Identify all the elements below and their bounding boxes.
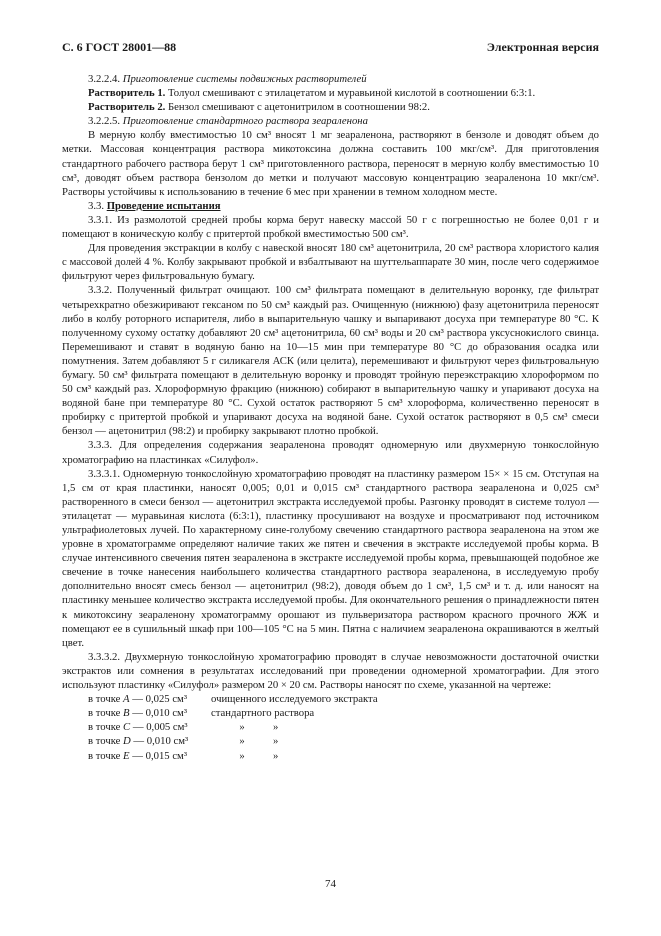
ditto-mark: » — [273, 749, 279, 762]
page-number: 74 — [325, 878, 336, 890]
ditto-mark: » — [239, 735, 245, 748]
point-letter: A — [123, 693, 130, 706]
point-letter: E — [123, 749, 130, 762]
section-33-title: Проведение испытания — [106, 199, 221, 212]
list-item: в точке A — 0,025 см³ очищенного исследуемого экстракта — [88, 693, 378, 706]
point-letter: D — [123, 735, 131, 748]
ditto-mark: » — [239, 749, 245, 762]
solvent-1-label: Растворитель 1. — [88, 87, 166, 100]
section-3331-text: 3.3.3.1. Одномерную тонкослойную хроматографию проводят на пластинку размером 15× × 15 см. Отступая на 1,5 см от края пластинки, наносят 0,005; 0,01 и 0,015 см³ стандартного раствора зеараленона и 0,025 см³ растворенного в смеси бензол — ацетонитрил экстракта исследуемой пробы. Разгонку проводят в системе толуол — этилацетат — муравьиная кислота (6:3:1), пластинку просушивают на воздухе и просматривают под источником ультрафиолетовых лучей. По характерному сине-голубому свечению стандартного раствора зеараленона на этом же уровне в хроматограмме определяют наличие таких же пятен и свечения в экстракте исследуемой пробы корма. В случае интенсивного свечения пятен зеараленона в экстракте исследуемой пробы корма, превышающей подобное же свечение в точке нанесения наибольшего количества стандартного раствора зеараленона, в исследуемую пробу дополнительно вносят смесь бензол — ацетонитрил (98:2), доводя объем до 1 см³, 1,5 см³ и т. д. или наносят на пластинку меньшее количество экстракта исследуемой пробы. Для окончательного решения о принадлежности пятен к микотоксину зеараленону хроматограмму орошают из пульверизатора раствором красного прочного ЖЖ и помещают ее в сушильный шкаф при 100—105 °С на 5 мин. Пятна с наличием зеараленона окрашиваются в желтый цвет. — [62, 467, 599, 649]
section-333-text: 3.3.3. Для определения содержания зеараленона проводят одномерную или двухмерную тонкослойную хроматографию на пластинках «Силуфол». — [62, 439, 599, 466]
solvent-2-label: Растворитель 2. — [88, 101, 166, 114]
solvent-2-text: Бензол смешивают с ацетонитрилом в соотношении 98:2. — [168, 101, 430, 114]
section-3225-heading: 3.2.2.5. Приготовление стандартного раствора зеараленона — [88, 115, 368, 128]
section-332-text: 3.3.2. Полученный фильтрат очищают. 100 см³ фильтрата помещают в делительную воронку, где фильтрат четырехкратно обезжиривают гексаном по 50 см³ каждый раз. Очищенную (нижнюю) фазу ацетонитрила переносят либо в колбу роторного испарителя, либо в выпарительную чашку и выпаривают досуха при температуре 80 °С. К полученному сухому остатку добавляют 20 см³ ацетонитрила, 60 см³ воды и 20 см³ раствора уксуснокислого свинца. Перемешивают и ставят в водяную баню на 10—15 мин при температуре 80 °С до образования осадка или помутнения. Затем добавляют 5 г силикагеля АСК (или целита), перемешивают и фильтруют через фильтровальную бумагу. 50 см³ фильтрата помещают в делительную воронку и проводят тройную переэкстракцию хлороформом по 50 см³ каждый раз. Хлороформную фракцию (нижнюю) собирают в выпарительную чашку и упаривают досуха на водяной бане при температуре 80 °С. Сухой остаток растворяют 5 см³ хлороформа, количественно переносят в пробирку с притертой пробкой и упаривают досуха на водяной бане. Сухой остаток растворяют в 0,5 см³ смеси бензол — ацетонитрил (98:2) и пробирку закрывают плотно пробкой. — [62, 284, 599, 438]
ditto-mark: » — [273, 721, 279, 734]
list-item: в точке C — 0,005 см³ » » — [88, 720, 599, 734]
ditto-mark: » — [273, 735, 279, 748]
header-version: Электронная версия — [486, 40, 599, 54]
document-page — [62, 40, 599, 763]
application-points-list — [88, 692, 599, 762]
section-3224-title: Приготовление системы подвижных растворителей — [122, 73, 367, 85]
solvent-1-text: Толуол смешивают с этилацетатом и муравьиной кислотой в соотношении 6:3:1. — [168, 87, 536, 100]
section-331-p2: Для проведения экстракции в колбу с навеской вносят 180 см³ ацетонитрила, 20 см³ раствора хлористого калия с массовой долей 4 %. Колбу закрывают пробкой и взбалтывают на шуттельаппарате 30 мин, после чего содержимое фильтруют через фильтровальную бумагу. — [62, 242, 599, 283]
list-item: в точке B — 0,010 см³ стандартного раствора — [88, 707, 315, 720]
section-3332-text: 3.3.3.2. Двухмерную тонкослойную хроматографию проводят в случае невозможности достаточной очистки экстрактов или сомнения в результатах исследований при проведении одномерной хроматографии. Для этого используют пластинку «Силуфол» размером 20 × 20 см. Растворы наносят по схеме, указанной на чертеже: — [62, 650, 599, 692]
section-3225-title: Приготовление стандартного раствора зеараленона — [122, 115, 368, 128]
section-3224-heading: 3.2.2.4. Приготовление системы подвижных растворителей — [88, 73, 367, 85]
solvent-2-paragraph — [62, 100, 599, 114]
point-letter: B — [123, 707, 130, 720]
list-item: в точке E — 0,015 см³ » » — [88, 749, 599, 763]
section-3225-text: В мерную колбу вместимостью 10 см³ вносят 1 мг зеараленона, растворяют в бензоле и доводят объем до метки. Массовая концентрация раствора микотоксина должна составить 100 мкг/см³. Для приготовления стандартного рабочего раствора берут 1 см³ приготовленного раствора, переносят в мерную колбу вместимостью 10 см³, доводят объем раствора бензолом до метки и получают массовую концентрацию зеараленона 10 мкг/см³. Растворы устойчивы к использованию в течение 6 мес при хранении в темном холодном месте. — [62, 129, 599, 198]
solvent-1-paragraph — [62, 86, 599, 100]
section-33-heading: 3.3. Проведение испытания — [88, 199, 221, 212]
ditto-mark: » — [239, 721, 245, 734]
section-331-p1: 3.3.1. Из размолотой средней пробы корма берут навеску массой 50 г с погрешностью не более 0,01 г и помещают в коническую колбу с притертой пробкой вместимостью 500 см³. — [62, 213, 599, 241]
point-letter: C — [123, 721, 131, 734]
page-header — [62, 40, 599, 55]
header-standard: С. 6 ГОСТ 28001—88 — [62, 40, 177, 54]
list-item: в точке D — 0,010 см³ » » — [88, 734, 599, 748]
